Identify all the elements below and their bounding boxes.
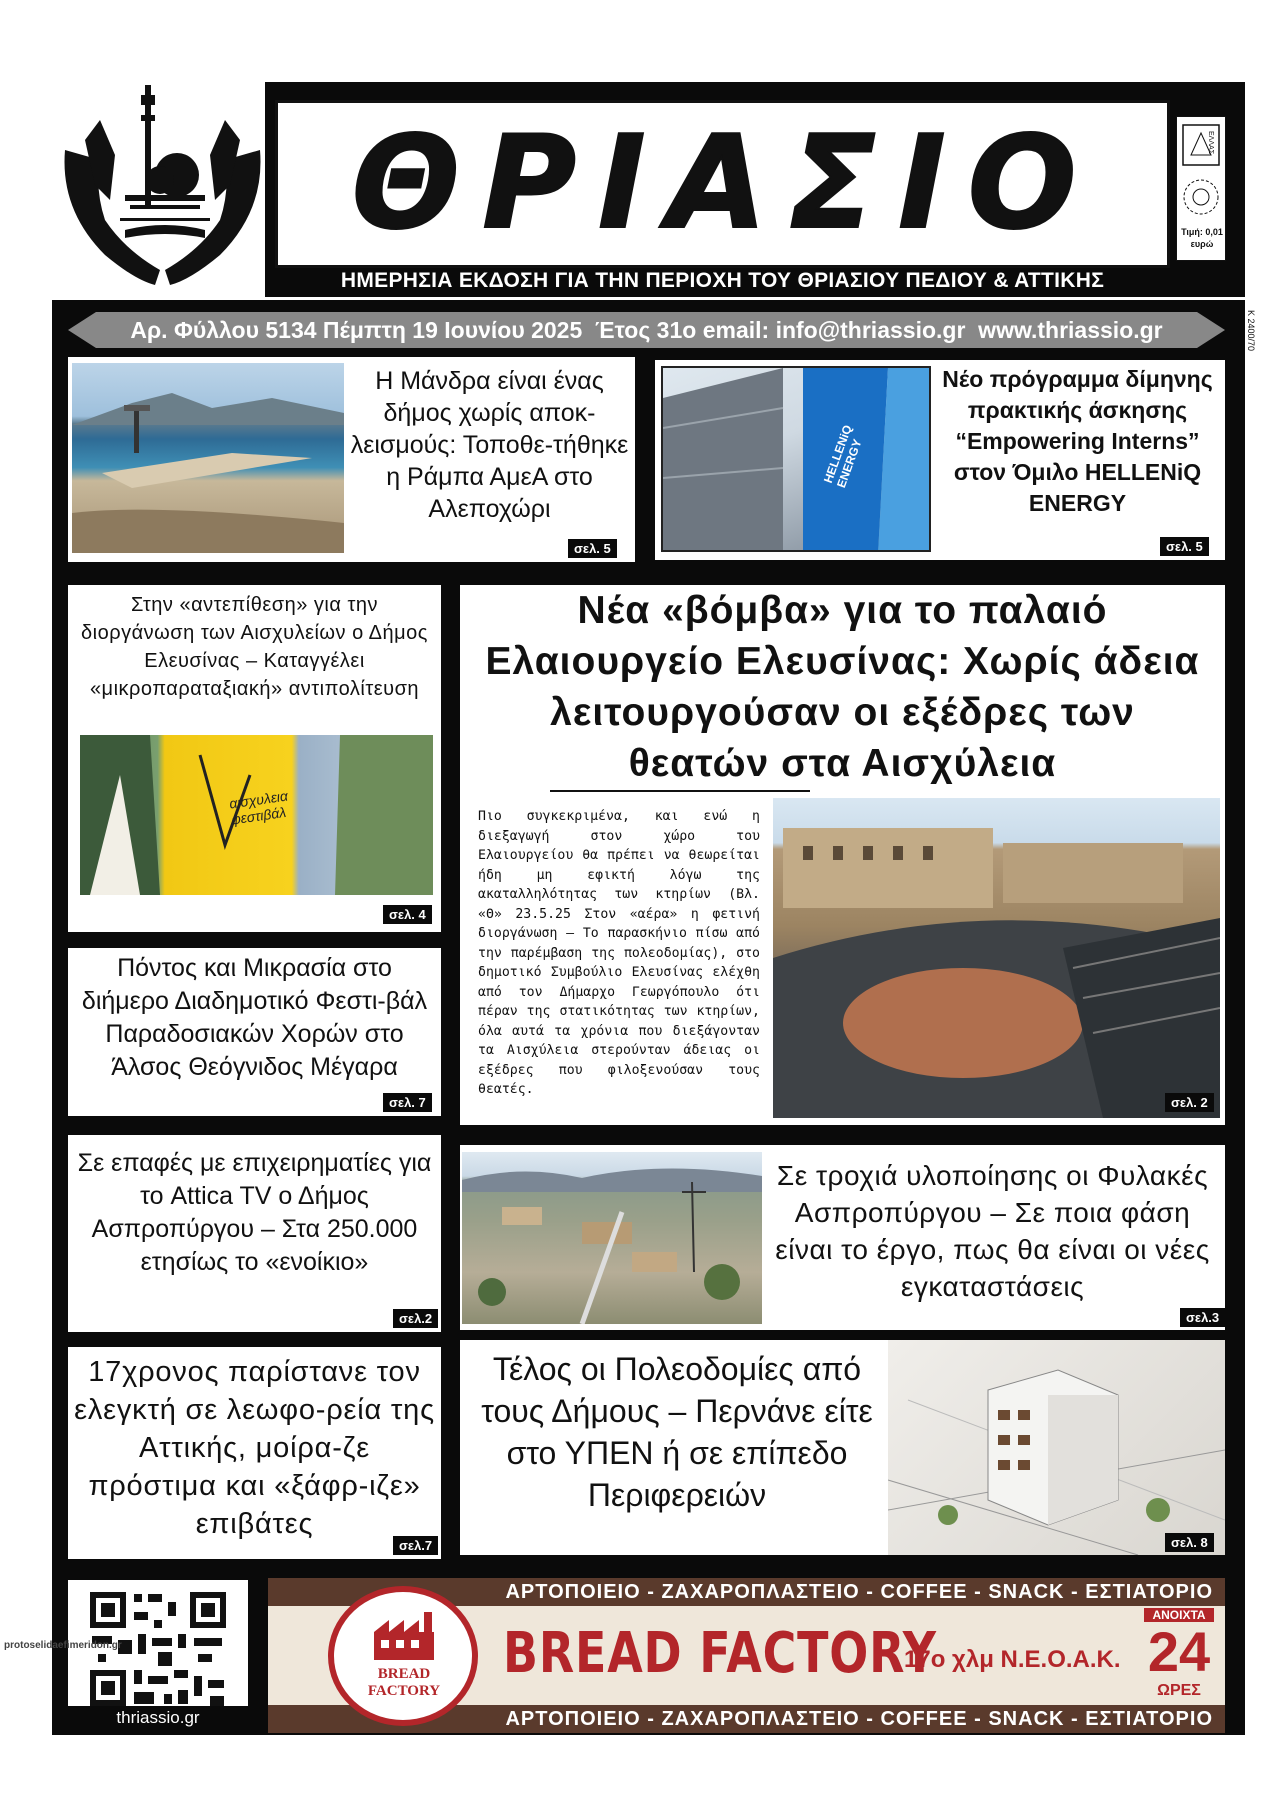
banner-text: αισχυλεια φεστιβάλ [228, 787, 289, 828]
article-poleodomies[interactable] [460, 1340, 1225, 1555]
headline-rule [550, 790, 810, 792]
masthead-title: ΘΡΙΑΣΙΟ [351, 109, 1099, 258]
article-mandra[interactable] [68, 357, 635, 562]
page-ref-aisxyleia: σελ. 4 [383, 905, 432, 924]
page-ref-pontos: σελ. 7 [383, 1093, 432, 1112]
page-ref-elegktis: σελ.7 [393, 1536, 438, 1555]
ad-logo [328, 1586, 478, 1726]
page-ref-poleodomies: σελ. 8 [1165, 1533, 1214, 1552]
headline-pontos: Πόντος και Μικρασία στο διήμερο Διαδημοτικό Φεστι-βάλ Παραδοσιακών Χορών στο Άλσος Θεόγνιδος Μέγαρα [81, 954, 428, 1081]
article-aisxyleia[interactable] [68, 585, 441, 932]
page-ref-mandra: σελ. 5 [568, 539, 617, 558]
qr-box[interactable] [68, 1580, 248, 1730]
building-icon [663, 368, 931, 552]
ad-strip-bottom: ΑΡΤΟΠΟΙΕΙΟ - ΖΑΧΑΡΟΠΛΑΣΤΕΙΟ - COFFEE - SNACK - ΕΣΤΙΑΤΟΡΙΟ [268, 1705, 1225, 1733]
headline-elegktis: 17χρονος παρίστανε τον ελεγκτή σε λεωφο-ρεία της Αττικής, μοίρα-ζε πρόστιμα και «ξάφρ-ιζε» επιβάτες [74, 1356, 435, 1540]
logo-hands-icon [55, 80, 270, 300]
ad-hours: 24 [1147, 1620, 1211, 1683]
watermark: protoselidaefimeridon.gr [4, 1640, 122, 1651]
ad-hours-unit: ΩΡΕΣ [1157, 1682, 1201, 1699]
photo-building-model [888, 1340, 1225, 1555]
factory-icon [369, 1612, 439, 1662]
headline-mandra: Η Μάνδρα είναι ένας δήμος χωρίς αποκ-λεισμούς: Τοποθε-τήθηκε η Ράμπα ΑμεΑ στο Αλεποχώρι [350, 367, 629, 523]
stamp-box [1176, 116, 1226, 261]
price-label: Τιμή: 0,01 [1181, 227, 1223, 237]
photo-helleniq [661, 366, 931, 552]
ad-bread-factory[interactable] [268, 1578, 1225, 1733]
photo-beach [72, 363, 344, 553]
page-ref-main: σελ. 2 [1165, 1093, 1214, 1112]
issue-bar [68, 310, 1225, 350]
theatre-icon [773, 798, 1220, 1118]
ramp-icon [72, 363, 344, 553]
headline-aisxyleia: Στην «αντεπίθεση» για την διοργάνωση των Αισχυλείων ο Δήμος Ελευσίνας – Καταγγέλει «μικροπαραταξιακή» αντιπολίτευση [81, 594, 428, 700]
article-main[interactable] [460, 585, 1225, 1125]
headline-attica-tv: Σε επαφές με επιχειρηματίες για το Attica TV ο Δήμος Ασπροπύργου – Στα 250.000 ετησίως το «ενοίκιο» [77, 1149, 432, 1276]
article-elegktis[interactable] [68, 1347, 441, 1559]
article-helleniq[interactable] [655, 360, 1225, 560]
prison-icon [462, 1152, 762, 1324]
issue-info: Αρ. Φύλλου 5134 Πέμπτη 19 Ιουνίου 2025 Έτος 31ο email: info@thriassio.gr www.thriassio.gr [130, 317, 1163, 343]
flag-text: HELLENiQ ENERGY [820, 423, 865, 490]
article-attica-tv[interactable] [68, 1135, 441, 1332]
page-ref-attica-tv: σελ.2 [393, 1309, 438, 1328]
stamp-text: ΕΛΛΑΣ [1207, 131, 1214, 155]
photo-theatre [773, 798, 1220, 1118]
stamp-icon [1177, 117, 1225, 227]
headline-fylakes: Σε τροχιά υλοποίησης οι Φυλακές Ασπροπύργου – Σε ποια φάση είναι το έργο, πως θα είναι οι νέες εγκαταστάσεις [775, 1160, 1210, 1302]
ad-logo-text: BREAD FACTORY [367, 1666, 441, 1699]
article-pontos[interactable] [68, 948, 441, 1116]
building-model-icon [888, 1340, 1225, 1555]
site-url[interactable]: thriassio.gr [68, 1706, 248, 1730]
ad-location: 17ο χλμ Ν.Ε.Ο.Α.Κ. [904, 1646, 1121, 1673]
photo-prison-site [462, 1152, 762, 1324]
headline-main: Νέα «βόμβα» για το παλαιό Ελαιουργείο Ελευσίνας: Χωρίς άδεια λειτουργούσαν οι εξέδρες των θεατών στα Αισχύλεια [485, 589, 1200, 785]
photo-festival-banner [80, 735, 433, 895]
page-ref-helleniq: σελ. 5 [1160, 537, 1209, 556]
headline-helleniq: Νέο πρόγραμμα δίμηνης πρακτικής άσκησης “Empowering Interns” στον Όμιλο HELLENiQ ENERGY [942, 366, 1213, 516]
ad-open-label: ΑΝΟΙΧΤΑ [1144, 1608, 1214, 1622]
page-ref-fylakes: σελ.3 [1180, 1308, 1225, 1327]
ad-brand: BREAD FACTORY [503, 1621, 937, 1686]
masthead [0, 0, 1286, 300]
side-code: Κ 2400/70 [1246, 310, 1256, 352]
price-currency: ευρώ [1190, 239, 1214, 249]
body-main: Πιο συγκεκριμένα, και ενώ η διεξαγωγή στον χώρο του Ελαιουργείου θα πρέπει να θεωρείται ήδη μη εφικτή λόγω της ακαταλληλότητας των κτηρίων (Βλ. «Θ» 23.5.25 Στον «αέρα» η φετινή διοργάνωση – Το παρασκήνιο πίσω από την παρέμβαση της πολεοδομίας), στο δημοτικό Συμβούλιο Ελευσίνας ελέχθη από τον Δήμαρχο Γεωργόπουλο ότι πέραν της στατικότητας των κτηρίων, όλα αυτά τα χρόνια που διεξάγονταν τα Αισχύλεια στερούνταν άδειας οι εξέδρες που φιλοξενούσαν τους θεατές. [478, 809, 760, 1097]
ad-strip-top: ΑΡΤΟΠΟΙΕΙΟ - ΖΑΧΑΡΟΠΛΑΣΤΕΙΟ - COFFEE - SNACK - ΕΣΤΙΑΤΟΡΙΟ [268, 1578, 1225, 1606]
masthead-subtitle: ΗΜΕΡΗΣΙΑ ΕΚΔΟΣΗ ΓΙΑ ΤΗΝ ΠΕΡΙΟΧΗ ΤΟΥ ΘΡΙΑΣΙΟΥ ΠΕΔΙΟΥ & ΑΤΤΙΚΗΣ [340, 269, 1105, 292]
article-fylakes[interactable] [460, 1145, 1225, 1330]
headline-poleodomies: Τέλος οι Πολεοδομίες από τους Δήμους – Περνάνε είτε στο ΥΠΕΝ ή σε επίπεδο Περιφερειών [481, 1351, 873, 1513]
